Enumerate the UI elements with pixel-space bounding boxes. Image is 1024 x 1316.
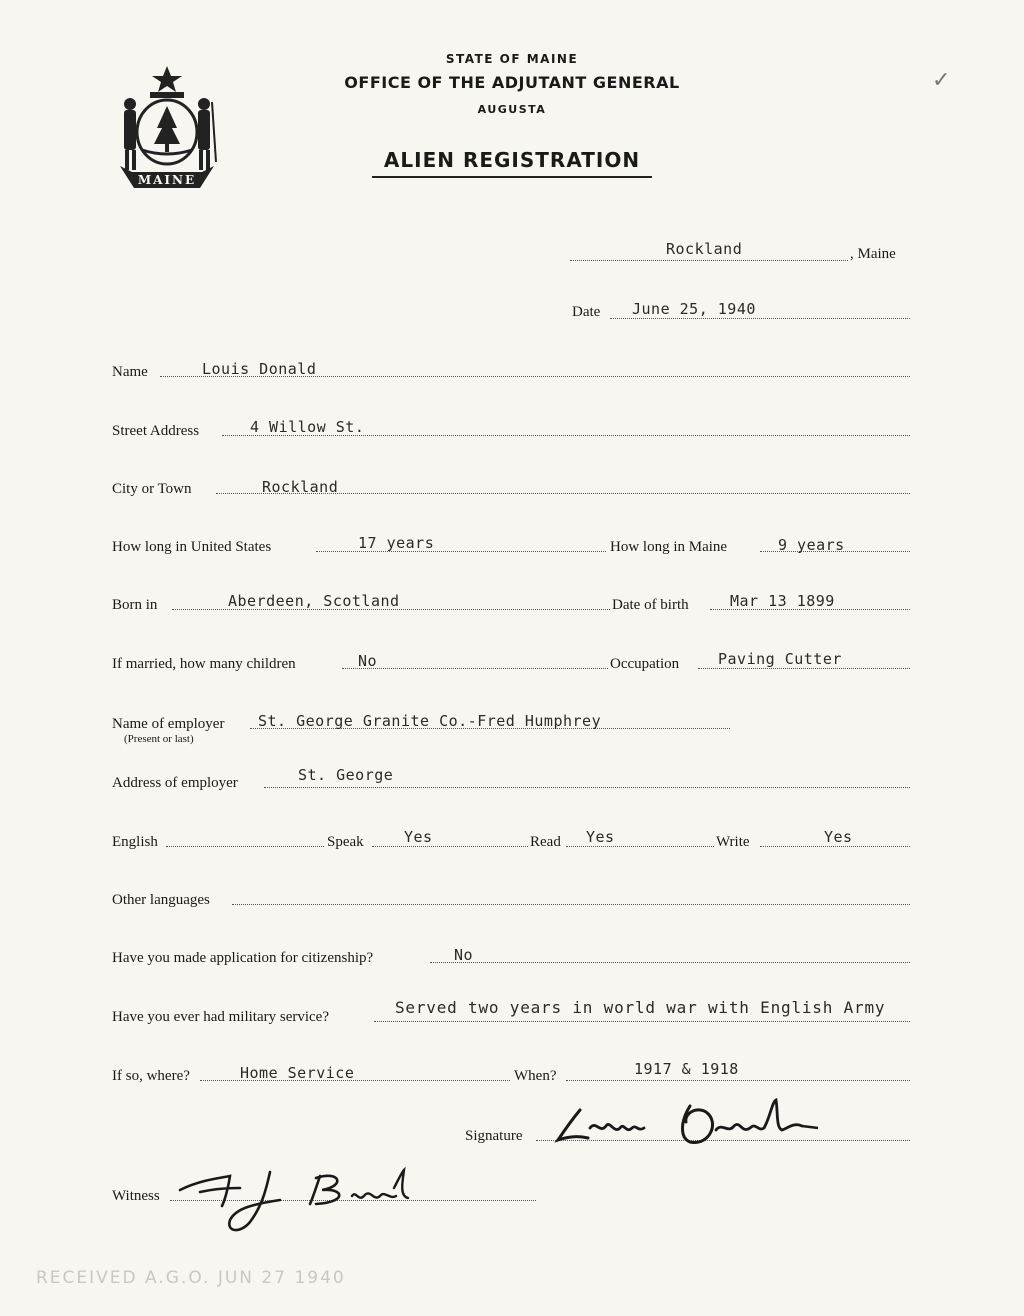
dob-value: Mar 13 1899	[730, 592, 835, 610]
employer-address-label: Address of employer	[112, 775, 238, 791]
witness-handwriting	[170, 1160, 430, 1240]
city-value: Rockland	[262, 478, 339, 496]
header-office: OFFICE OF THE ADJUTANT GENERAL	[344, 73, 680, 92]
occupation-value: Paving Cutter	[718, 650, 842, 668]
where-label: If so, where?	[112, 1068, 190, 1084]
occupation-line	[698, 668, 910, 669]
children-line	[342, 668, 608, 669]
children-value: No	[358, 652, 378, 670]
when-line	[566, 1080, 910, 1081]
check-mark: ✓	[932, 68, 951, 93]
signature-label: Signature	[465, 1128, 523, 1144]
employer-label: Name of employer	[112, 716, 225, 732]
seal-banner-text: MAINE	[137, 173, 197, 187]
other-languages-label: Other languages	[112, 892, 210, 908]
employer-address-value: St. George	[298, 766, 394, 784]
header-city: AUGUSTA	[477, 103, 547, 116]
street-value: 4 Willow St.	[250, 418, 365, 436]
name-label: Name	[112, 364, 148, 380]
military-label: Have you ever had military service?	[112, 1009, 329, 1025]
street-label: Street Address	[112, 423, 200, 439]
speak-value: Yes	[404, 828, 433, 846]
maine-label: , Maine	[850, 246, 896, 262]
write-label: Write	[716, 834, 750, 850]
write-value: Yes	[824, 828, 853, 846]
write-line	[760, 846, 910, 847]
employer-value: St. George Granite Co.-Fred Humphrey	[258, 712, 602, 730]
maine-years-label: How long in Maine	[610, 539, 728, 555]
header-state: STATE OF MAINE	[445, 52, 579, 66]
other-languages-line	[232, 904, 910, 905]
occupation-label: Occupation	[610, 656, 680, 672]
military-line	[374, 1021, 910, 1022]
military-value: Served two years in world war with English Army	[395, 998, 886, 1017]
speak-label: Speak	[327, 834, 364, 850]
english-label: English	[112, 834, 158, 850]
citizenship-line	[430, 962, 910, 963]
where-value: Home Service	[240, 1064, 355, 1082]
employer-address-line	[264, 787, 910, 788]
read-label: Read	[530, 834, 561, 850]
born-in-value: Aberdeen, Scotland	[228, 592, 400, 610]
witness-label: Witness	[112, 1188, 160, 1204]
english-line	[166, 846, 324, 847]
when-label: When?	[514, 1068, 557, 1084]
read-value: Yes	[586, 828, 615, 846]
us-years-label: How long in United States	[112, 539, 272, 555]
maine-years-value: 9 years	[778, 536, 845, 554]
date-value: June 25, 1940	[632, 300, 756, 318]
town-value: Rockland	[666, 240, 743, 258]
citizenship-label: Have you made application for citizenship?	[112, 950, 374, 966]
received-stamp: RECEIVED A.G.O. JUN 27 1940	[36, 1268, 346, 1288]
signature-handwriting	[540, 1092, 840, 1152]
date-line	[610, 318, 910, 319]
page-title: ALIEN REGISTRATION	[372, 148, 652, 178]
children-label: If married, how many children	[112, 656, 296, 672]
speak-line	[372, 846, 528, 847]
citizenship-value: No	[454, 946, 474, 964]
date-label: Date	[572, 304, 601, 320]
town-line	[570, 260, 848, 261]
read-line	[566, 846, 714, 847]
city-label: City or Town	[112, 481, 192, 497]
dob-label: Date of birth	[612, 597, 689, 613]
born-in-label: Born in	[112, 597, 158, 613]
name-value: Louis Donald	[202, 360, 317, 378]
us-years-value: 17 years	[358, 534, 435, 552]
employer-sublabel: (Present or last)	[124, 733, 194, 745]
when-value: 1917 & 1918	[634, 1060, 739, 1078]
